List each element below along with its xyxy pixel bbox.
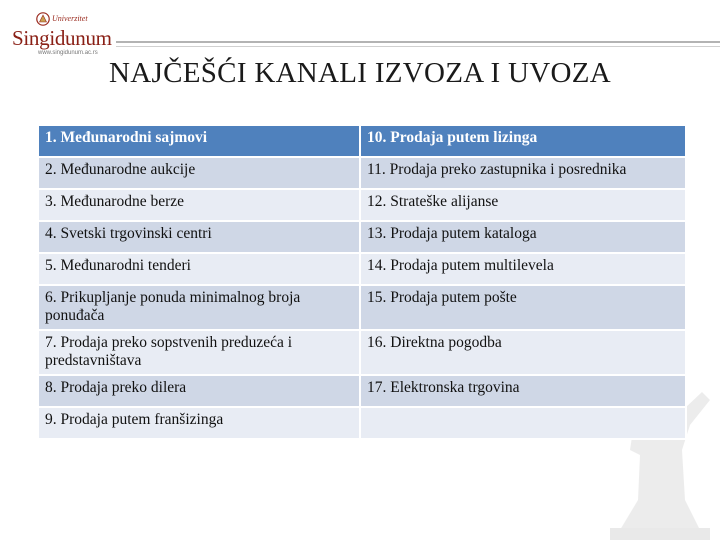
table-row: [38, 375, 686, 407]
table-cell: 12. Strateške alijanse: [360, 189, 686, 221]
table-row: [38, 157, 686, 189]
table-cell: 9. Prodaja putem franšizinga: [38, 407, 360, 439]
emblem-icon: [36, 12, 50, 26]
table-header-cell: 1. Međunarodni sajmovi: [38, 125, 360, 157]
table-row: [38, 221, 686, 253]
table-cell: 7. Prodaja preko sopstvenih preduzeća i predstavništava: [38, 330, 360, 375]
logo-small-text: Univerzitet: [52, 14, 88, 23]
table-cell: 15. Prodaja putem pošte: [360, 285, 686, 330]
table-row: [38, 285, 686, 330]
table-cell: [360, 407, 686, 439]
table-cell: 11. Prodaja preko zastupnika i posrednika: [360, 157, 686, 189]
table-header-row: [38, 125, 686, 157]
table-cell: 2. Međunarodne aukcije: [38, 157, 360, 189]
table-cell: 14. Prodaja putem multilevela: [360, 253, 686, 285]
table-header-cell: 10. Prodaja putem lizinga: [360, 125, 686, 157]
export-import-channels-table: [37, 124, 687, 440]
rule-line-thin: [116, 46, 720, 47]
table-cell: 3. Međunarodne berze: [38, 189, 360, 221]
header-rule: [116, 36, 720, 50]
table-cell: 6. Prikupljanje ponuda minimalnog broja ponuđača: [38, 285, 360, 330]
logo-url: www.singidunum.ac.rs: [38, 50, 98, 56]
table-cell: 8. Prodaja preko dilera: [38, 375, 360, 407]
page-title: NAJČEŠĆI KANALI IZVOZA I UVOZA: [109, 57, 611, 89]
table-row: [38, 330, 686, 375]
table-row: [38, 189, 686, 221]
table-cell: 5. Međunarodni tenderi: [38, 253, 360, 285]
table-cell: 4. Svetski trgovinski centri: [38, 221, 360, 253]
table-row: [38, 253, 686, 285]
university-logo: [8, 12, 112, 54]
table-cell: 17. Elektronska trgovina: [360, 375, 686, 407]
logo-name: Singidunum: [12, 26, 112, 50]
table-row: [38, 407, 686, 439]
table-cell: 16. Direktna pogodba: [360, 330, 686, 375]
rule-line-thick: [116, 41, 720, 43]
table-cell: 13. Prodaja putem kataloga: [360, 221, 686, 253]
